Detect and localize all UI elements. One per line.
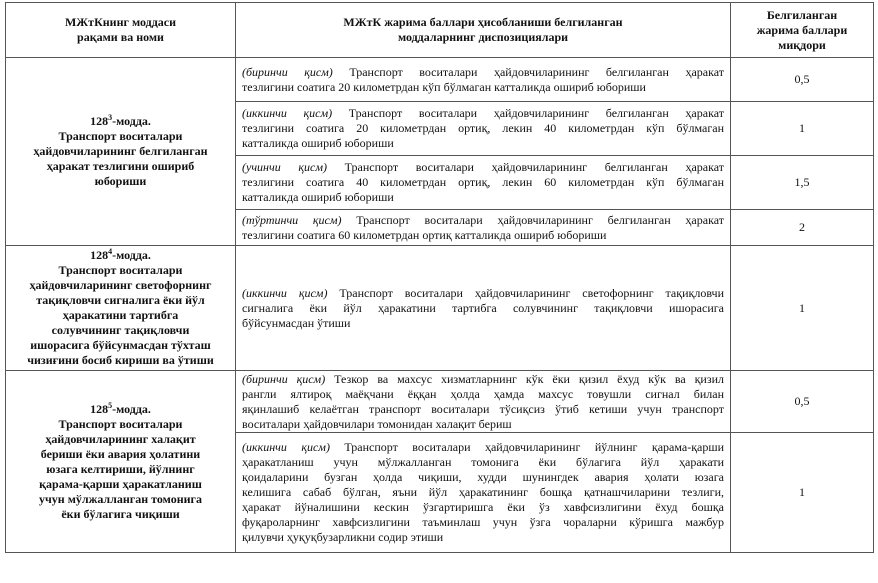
article-number-superscript: 5 (108, 400, 113, 410)
article-cell (6, 371, 236, 553)
part-label: (иккинчи қисм) (242, 285, 328, 300)
table-row (6, 371, 874, 433)
disposition-line (242, 160, 724, 175)
header-points-line: миқдори (778, 37, 826, 52)
article-title-line: бериши ёки авария ҳолатини (40, 446, 201, 461)
article-number (12, 248, 229, 263)
header-article-line: рақами ва номи (77, 30, 164, 44)
disposition-text: Транспорт воситалари ҳайдовчиларининг белгиланган ҳаракат (344, 160, 724, 174)
disposition-line: катталикда ошириб юбориши (242, 136, 394, 150)
article-number-base: 128 (90, 248, 109, 262)
header-disposition-line: МЖтК жарима баллари ҳисобланиши белгиланган (343, 15, 623, 29)
fines-table (5, 2, 874, 553)
header-points (731, 3, 874, 58)
fine-points-value: 0,5 (731, 58, 874, 102)
article-title-line: тақиқловчи сигналига ёки йўл (36, 293, 205, 307)
article-title-line: учун мўлжалланган томонига (39, 491, 202, 506)
article-title-line: юзага келтириши, йўлнинг (46, 461, 195, 476)
disposition-line: тезлигини соатига 60 километрдан ортиқ катталикда ошириб юбориши (242, 227, 607, 242)
article-number-suffix: -модда. (112, 114, 151, 128)
disposition-line: катталикда ошириб юбориши (242, 190, 394, 204)
article-number-suffix: -модда. (112, 401, 151, 416)
disposition-line: тезлигини соатига 40 километрдан ортиқ, лекин 60 километрдан кўп бўлмаган (242, 175, 724, 189)
fine-points-value: 1,5 (731, 156, 874, 210)
disposition-text: Транспорт воситалари ҳайдовчиларининг белгиланган ҳаракат (349, 64, 724, 79)
article-title-line: ҳаракатини тартибга (62, 308, 179, 322)
header-points-line: Белгиланган (766, 7, 838, 22)
disposition-line (242, 106, 724, 121)
disposition-cell (236, 371, 731, 433)
article-number (12, 402, 229, 417)
table-header-row (6, 3, 874, 58)
article-title-line: ҳаракат тезлигини ошириб (46, 159, 195, 173)
article-number-base: 128 (90, 114, 109, 128)
article-title-line: солувчининг тақиқловчи (51, 323, 190, 337)
disposition-cell (236, 246, 731, 371)
article-number-suffix: -модда. (112, 248, 151, 262)
part-label: (иккинчи қисм) (242, 440, 330, 454)
article-title-line: Транспорт воситалари (58, 416, 183, 431)
article-number-base: 128 (90, 401, 109, 416)
disposition-line: келишига сабаб бўлган, яъни йўл ҳаракатининг бошқа қатнашчиларини тезлиги, (242, 485, 724, 499)
part-label: (учинчи қисм) (242, 160, 327, 174)
article-title-line: Транспорт воситалари (58, 129, 183, 143)
disposition-text: Транспорт воситалари ҳайдовчиларининг белгиланган ҳаракат (348, 106, 724, 120)
disposition-line: ҳаракатланиш учун мўлжалланган томонига ёки бўлагига йўл ҳаракати (242, 455, 724, 469)
article-cell (6, 58, 236, 246)
header-article (6, 3, 236, 58)
disposition-line: тезлигини соатига 20 километрдан кўп бўлмаган катталикда ошириб юбориши (242, 79, 646, 94)
article-cell (6, 246, 236, 371)
disposition-line: рангли ялтироқ маёқчани ёққан ҳолда ҳамда махсус товушли сигнал билан (242, 386, 724, 401)
header-article-line: МЖтКнинг моддаси (64, 15, 177, 29)
fine-points-value: 1 (731, 102, 874, 156)
disposition-cell (236, 210, 731, 246)
disposition-line: воситалари ҳайдовчилари томонидан халақит бериш (242, 416, 512, 431)
disposition-text: Транспорт воситалари ҳайдовчиларининг йўлнинг қарама-қарши (344, 440, 725, 454)
header-disposition (236, 3, 731, 58)
article-title-line: чизиғини босиб кириши ва ўтиши (27, 353, 214, 367)
part-label: (иккинчи қисм) (242, 106, 333, 120)
disposition-line (242, 286, 724, 301)
disposition-text: Транспорт воситалари ҳайдовчиларининг светофорнинг тақиқловчи (339, 285, 724, 300)
article-title-line: юбориши (94, 174, 147, 188)
disposition-line: яқинлашиб келаётган транспорт воситалари тўсиқсиз ўтиб кетиши учун транспорт (242, 401, 724, 416)
disposition-line (242, 372, 724, 387)
article-title-line: ёки бўлагига чиқиши (61, 506, 180, 521)
disposition-line (242, 213, 724, 228)
article-title-line: ҳайдовчиларининг светофорнинг (29, 278, 212, 292)
article-number-superscript: 4 (108, 247, 113, 256)
article-title-line: ишорасига бўйсунмасдан тўхташ (30, 338, 211, 352)
disposition-text: Тезкор ва махсус хизматларнинг кўк ёки қизил ёхуд кўк ва қизил (334, 371, 724, 386)
fine-points-value: 0,5 (731, 371, 874, 433)
disposition-line: ҳаракат йўналишини кескин ўзгартиришга ёки ўз хавфсизлигини ёхуд бошқа (242, 500, 724, 514)
article-number-superscript: 3 (108, 113, 113, 122)
disposition-line: қилувчи ҳуқуқбузарликни содир этиши (242, 530, 444, 544)
header-disposition-line: моддаларнинг диспозициялари (397, 30, 569, 44)
part-label: (биринчи қисм) (242, 371, 326, 386)
article-title-line: қарама-қарши ҳаракатланиш (39, 476, 202, 491)
disposition-line (242, 65, 724, 80)
table-row (6, 58, 874, 102)
disposition-cell (236, 102, 731, 156)
header-points-line: жарима баллари (756, 22, 848, 37)
disposition-cell (236, 156, 731, 210)
article-title-line: ҳайдовчиларининг халақит (45, 431, 196, 446)
disposition-line: фуқароларнинг хавфсизлигини таъминлаш учун ўзга чораларни кўришга мажбур (242, 515, 724, 529)
disposition-cell (236, 433, 731, 553)
disposition-line: сигналига ёки йўл ҳаракатини тартибга солувчининг тақиқловчи ишорасига (242, 300, 724, 315)
disposition-cell (236, 58, 731, 102)
fine-points-value: 1 (731, 246, 874, 371)
fine-points-value: 1 (731, 433, 874, 553)
fine-points-value: 2 (731, 210, 874, 246)
disposition-line (242, 440, 724, 455)
disposition-line: қоидаларини бузган ҳолда чиқиши, худди шунингдек авария ҳолати юзага (242, 470, 724, 484)
part-label: (тўртинчи қисм) (242, 212, 342, 227)
article-number (12, 114, 229, 129)
article-title-line: Транспорт воситалари (58, 263, 183, 277)
part-label: (биринчи қисм) (242, 64, 333, 79)
disposition-line: тезлигини соатига 20 километрдан ортиқ, лекин 40 километрдан кўп бўлмаган (242, 121, 724, 135)
disposition-line: бўйсунмасдан ўтиши (242, 315, 351, 330)
article-title-line: ҳайдовчиларининг белгиланган (33, 144, 208, 158)
disposition-text: Транспорт воситалари ҳайдовчиларининг белгиланган ҳаракат (356, 212, 724, 227)
table-row (6, 246, 874, 371)
